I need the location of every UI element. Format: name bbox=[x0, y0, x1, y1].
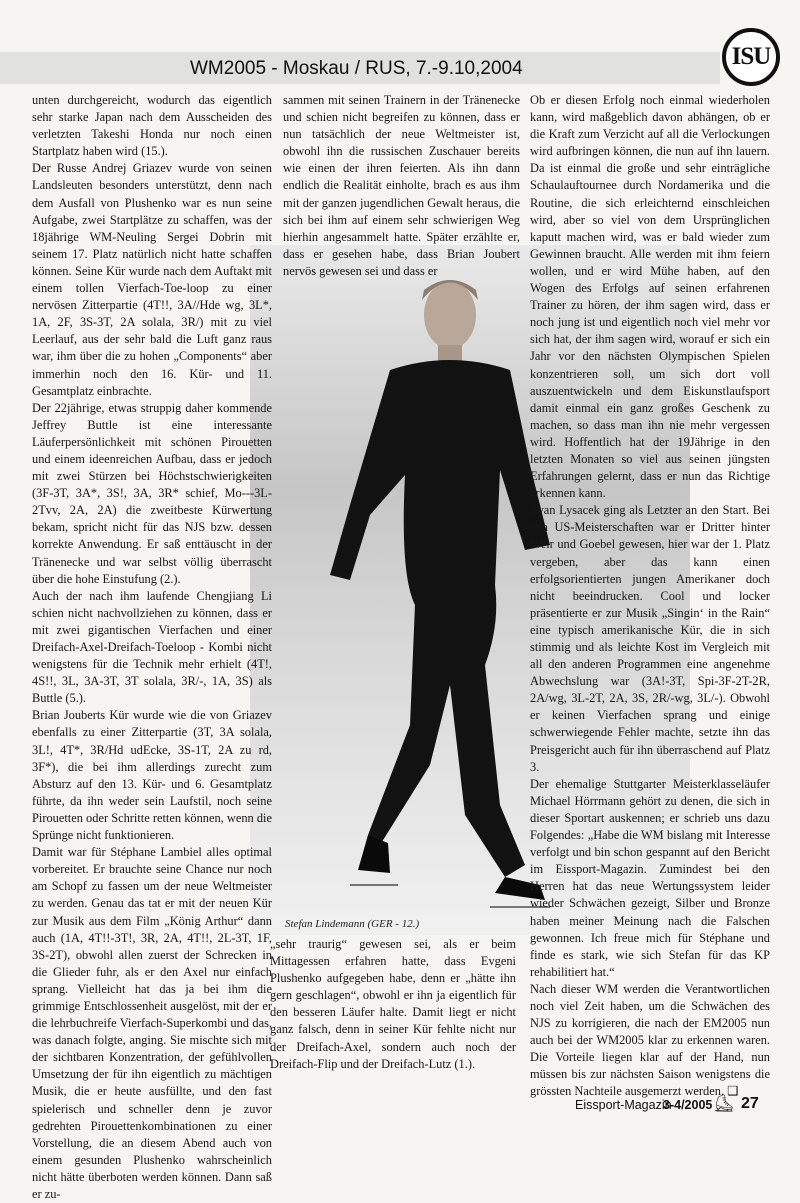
article-column-2-bottom bbox=[270, 936, 516, 1071]
isu-logo bbox=[722, 28, 780, 86]
isu-logo-text: ISU bbox=[731, 43, 771, 70]
article-paragraph: sammen mit seinen Trainern in der Tränenecke und schien nicht begreifen zu können, dass er nun tatsächlich der neue Weltmeister ist, obwohl ihn die russischen Zuschauer bereits wie einen der ihren feierten. Als ihn dann endlich die Realität einholte, brach es aus ihm mit der ganzen jugendlichen Gewalt heraus, die sich bei ihm auf einem sehr schwierigen Weg hierhin angesammelt hatte. Später erzählte er, dass er gesehen habe, dass Brian Joubert nervös gewesen sei und dass er bbox=[283, 93, 520, 278]
article-paragraph: Nach dieser WM werden die Verantwortlichen noch viel Zeit haben, um die Schwächen des NJS zu korrigieren, die nach der EM2005 nun auch bei der WM2005 klar zu erkennen waren. Die Vorteile liegen klar auf der Hand, nun müssen bis zur nächsten Saison wenigstens die grössten Nachteile ausgemerzt werden. ❑ bbox=[530, 981, 770, 1099]
page-header-title: WM2005 - Moskau / RUS, 7.-9.10,2004 bbox=[190, 58, 523, 79]
article-column-3 bbox=[530, 92, 770, 1099]
article-column-2-top bbox=[283, 92, 520, 278]
article-paragraph: Ob er diesen Erfolg noch einmal wiederholen kann, wird maßgeblich davon abhängen, ob er die Kraft zum Verzicht auf all die Verlockungen wird aufbringen können, die nun auf ihn lauern. Da ist einmal die große und sehr einträgliche Schaulauftournee durch Nordamerika und die Routine, die sich erleichternd einschleichen wird, aber so viel von dem Ursprünglichen kaputt machen wird, was er bald wieder zum Gewinnen braucht. Alle werden mit ihm feiern wollen, und er wird Mühe haben, auf den Wogen des Erfolgs auf seinen erfahrenen Trainer zu hören, der ihm sagen wird, dass er noch jung ist und eigentlich noch viel mehr vor sich hat, der ihm sagen wird, worauf er sich ein Jahr vor den nächsten Olympischen Spielen konzentrieren soll, um sich dort voll auszuentwickeln und dem Eiskunstlaufsport damit einmal ein ganz großes Geschenk zu machen, so dass man ihn nie mehr vergessen wird. Hoffentlich hat der 19Jährige in den letzten Monaten so viel aus seinen jüngsten Erfahrungen gelernt, dass er nun das Richtige erkennen kann. bbox=[530, 93, 770, 501]
footer-issue: 3-4/2005 bbox=[663, 1098, 713, 1112]
skater-icon: ⛸ bbox=[713, 1094, 735, 1113]
article-paragraph: Damit war für Stéphane Lambiel alles optimal vorbereitet. Er brauchte seine Chance nur noch am Schopf zu fassen um der neue Weltmeister zu werden. Genau das tat er mit der neuen Kür zur Musik aus dem Film „König Arthur“ dann auch (1A, 4T!!-3T!, 3R, 2A, 4T!!, 2L-3T, 1F, 3S-2T), obwohl allen zuerst der Schrecken in die Glieder fuhr, als er den Axel nur einfach sprang. Vielleicht hat das ja bei ihm die grimmige Entschlossenheit ausgelöst, mit der er die lehrbuchreife Vierfach-Superkombi und das, was danach folgte, anging. Sie mischte sich mit der sichtbaren Konzentration, der gefühlvollen Umsetzung der für ihn eigentlich zu mächtigen Musik, die er heute ausfüllte, und den fast spielerisch und schneller denn je zuvor gedrehten Pirouettenkombinationen zu einer Vorstellung, die an diesem Abend auch von einem gesunden Plushenko wahrscheinlich nicht hätte überboten werden können. Dann saß er zu- bbox=[32, 845, 272, 1201]
article-paragraph: Der ehemalige Stuttgarter Meisterklasseläufer Michael Hörrmann gehört zu denen, die sich in dieser Sportart auskennen; er schrieb uns dazu Folgendes: „Habe die WM bislang mit Interesse verfolgt und bin schon gespannt auf den Bericht im Eissport-Magazin. Zumindest bei den Herren hat das neue Wertungssystem leider wieder Schwächen gezeigt, Silber und Bronze haben meiner Meinung nach die Falschen gewonnen. Ich freue mich für Stéphane und finde es stark, wie sich Stefan für das KP rehabilitiert hat.“ bbox=[530, 776, 770, 979]
page-number: 27 bbox=[741, 1095, 759, 1112]
article-paragraph: Evan Lysacek ging als Letzter an den Start. Bei den US-Meisterschaften war er Dritter hinter Weir und Goebel gewesen, hier war der 1. Platz vergeben, aber das kann einen erfolgsorientierten jungen Amerikaner doch nicht beeindrucken. Cool und locker präsentierte er zur Musik „Singin‘ in the Rain“ eine typisch amerikanische Kür, die in sich stimmig und als leichte Kost im Vergleich mit all den anderen Programmen eine angenehme Abwechslung war (3A!-3T, Spi-3F-2T-2R, 2A/wg, 3L-2T, 2A, 3S, 2R/-wg, 3L/-). Obwohl er keinen Vierfachen sprang und einige schwerwiegende Fehler machte, setzte ihn das Preisgericht auch für ihn überraschend auf Platz 3. bbox=[530, 503, 770, 774]
footer-magazine-name: Eissport-Magazin bbox=[575, 1098, 672, 1112]
article-paragraph: unten durchgereicht, wodurch das eigentlich sehr starke Japan nach dem Ausscheiden des verletzten Takeshi Honda nur noch einen Startplatz haben wird (15.). bbox=[32, 93, 272, 159]
article-paragraph: „sehr traurig“ gewesen sei, als er beim Mittagessen erfahren hatte, dass Evgeni Plushenko aufgegeben habe, denn er „hätte ihn gern geschlagen“, obwohl er ihn ja eigentlich für den besseren Läufer halte. Damit liegt er nicht ganz falsch, denn in seiner Kür fehlte nicht nur der Dreifach-Axel, sondern auch noch der Dreifach-Flip und der Dreifach-Lutz (1.). bbox=[270, 937, 516, 1071]
article-paragraph: Der 22jährige, etwas struppig daher kommende Jeffrey Buttle ist eine interessante Läuferpersönlichkeit mit schönen Pirouetten und einem ideenreichen Aufbau, dass er jedoch mit zwei Stürzen bei Höchstschwierigkeiten (3F-3T, 3A*, 3S!, 3A, 3R* schief, Mo---3L-2Tvv, 2A, 2A) die zweitbeste Kürwertung bekam, spricht nicht für das NJS bzw. dessen korrekte Anwendung. Er saß enttäuscht in der Tränenecke und war selbst völlig überrascht über die hohe Einstufung (2.). bbox=[32, 400, 272, 586]
article-paragraph: Auch der nach ihm laufende Chengjiang Li schien nicht nachvollziehen zu können, dass er mit zwei gigantischen Vierfachen und einer Dreifach-Axel-Dreifach-Toeloop - Kombi nicht wenigstens für die Technik mehr erhielt (4T!, 4S!!, 3L, 3A-3T, 3T solala, 3R/-, 1A, 3S) als Buttle (5.). bbox=[32, 588, 272, 706]
article-paragraph: Brian Jouberts Kür wurde wie die von Griazev ebenfalls zu einer Zitterpartie (3T, 3A solala, 3L!, 4T*, 3R/Hd udEcke, 3S-1T, 2A zu rd, 3F*), die bei ihm allerdings zurecht zum Absturz auf den 13. Kür- und 6. Gesamtplatz führte, da ihn weder sein Laufstil, noch seine Pirouetten oder Schritte retten können, wenn die Sprünge nicht funktionieren. bbox=[32, 708, 272, 843]
photo-caption: Stefan Lindemann (GER - 12.) bbox=[285, 918, 420, 930]
article-column-1 bbox=[32, 92, 272, 1201]
article-paragraph: Der Russe Andrej Griazev wurde von seinen Landsleuten besonders unterstützt, denn nach dem Ausfall von Plushenko war es nun seine Aufgabe, zwei Startplätze zu schaffen, was der 18jährige WM-Neuling Sergei Dobrin mit seinem 17. Platz natürlich nicht hatte schaffen können. Seine Kür wurde nach dem Auftakt mit einem tollen Vierfach-Toe-loop zu einer nervösen Zitterpartie (4T!!, 3A//Hde wg, 3L*, 1A, 2F, 3S-3T, 2A solala, 3R/) mit zu viel Leerlauf, aus der sehr bald die Luft ganz raus war, ihm über die zu hohen „Components“ aber immerhin noch den 16. Kür- und 11. Gesamtplatz einbrachte. bbox=[32, 161, 272, 398]
